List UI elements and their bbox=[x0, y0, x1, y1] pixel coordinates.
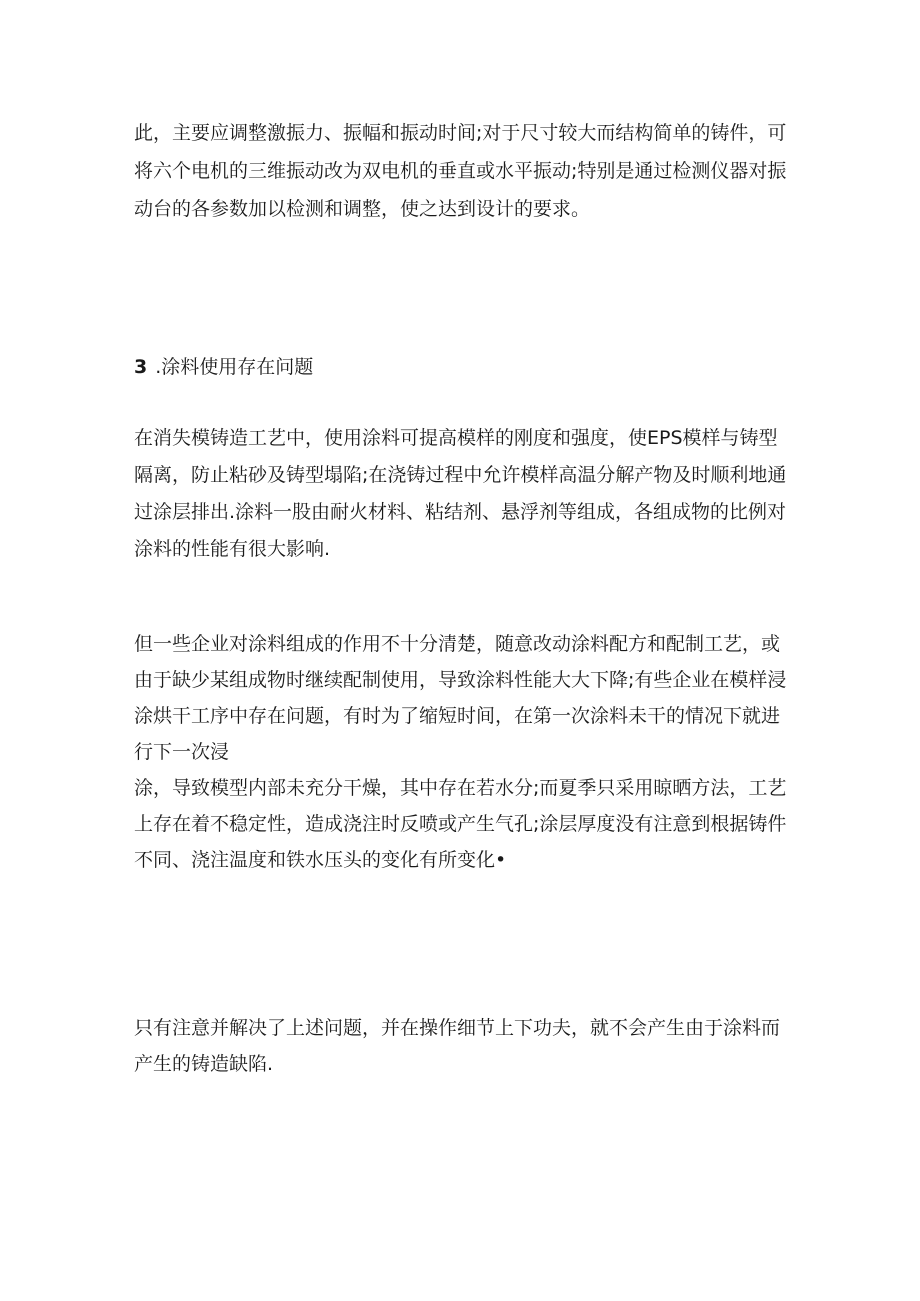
section-title: .涂料使用存在问题 bbox=[155, 356, 314, 378]
text-line: 但一些企业对涂料组成的作用不十分清楚，随意改动涂料配方和配制工艺，或 bbox=[134, 633, 781, 655]
text-line: 涂烘干工序中存在问题，有时为了缩短时间，在第一次涂料未干的情况下就进 bbox=[134, 705, 781, 727]
paragraph-coating-problems bbox=[134, 626, 794, 878]
text-line: 涂料的性能有很大影响. bbox=[134, 538, 331, 560]
section-number: 3 bbox=[134, 356, 148, 378]
text-line: 由于缺少某组成物时继续配制使用，导致涂料性能大大下降;有些企业在模样浸 bbox=[134, 669, 787, 691]
text-line: 产生的铸造缺陷. bbox=[134, 1053, 274, 1075]
text-line: 在消失模铸造工艺中，使用涂料可提高模样的刚度和强度，使EPS模样与铸型 bbox=[134, 427, 778, 449]
paragraph-vibration-adjustment bbox=[134, 114, 794, 228]
text-line: 此，主要应调整激振力、振幅和振动时间;对于尺寸较大而结构简单的铸件，可 bbox=[134, 122, 787, 144]
section-heading bbox=[134, 352, 313, 382]
text-line: 过涂层排出.涂料一股由耐火材料、粘结剂、悬浮剂等组成，各组成物的比例对 bbox=[134, 501, 787, 523]
text-line: 动台的各参数加以检测和调整，使之达到设计的要求。 bbox=[134, 198, 591, 220]
text-line: 涂，导致模型内部未充分干燥，其中存在若水分;而夏季只采用晾晒方法，工艺 bbox=[134, 777, 787, 799]
paragraph-conclusion bbox=[134, 1010, 794, 1082]
paragraph-coating-purpose bbox=[134, 420, 794, 568]
text-line: 隔离，防止粘砂及铸型塌陷;在浇铸过程中允许模样高温分解产物及时顺利地通 bbox=[134, 464, 787, 486]
text-line: 只有注意并解决了上述问题，并在操作细节上下功夫，就不会产生由于涂料而 bbox=[134, 1017, 781, 1039]
text-line: 将六个电机的三维振动改为双电机的垂直或水平振动;特别是通过检测仪器对振 bbox=[134, 160, 787, 182]
text-line: 不同、浇注温度和铁水压头的变化有所变化• bbox=[134, 849, 507, 871]
text-line: 行下一次浸 bbox=[134, 741, 230, 763]
text-line: 上存在着不稳定性，造成浇注时反喷或产生气孔;涂层厚度没有注意到根据铸件 bbox=[134, 813, 787, 835]
